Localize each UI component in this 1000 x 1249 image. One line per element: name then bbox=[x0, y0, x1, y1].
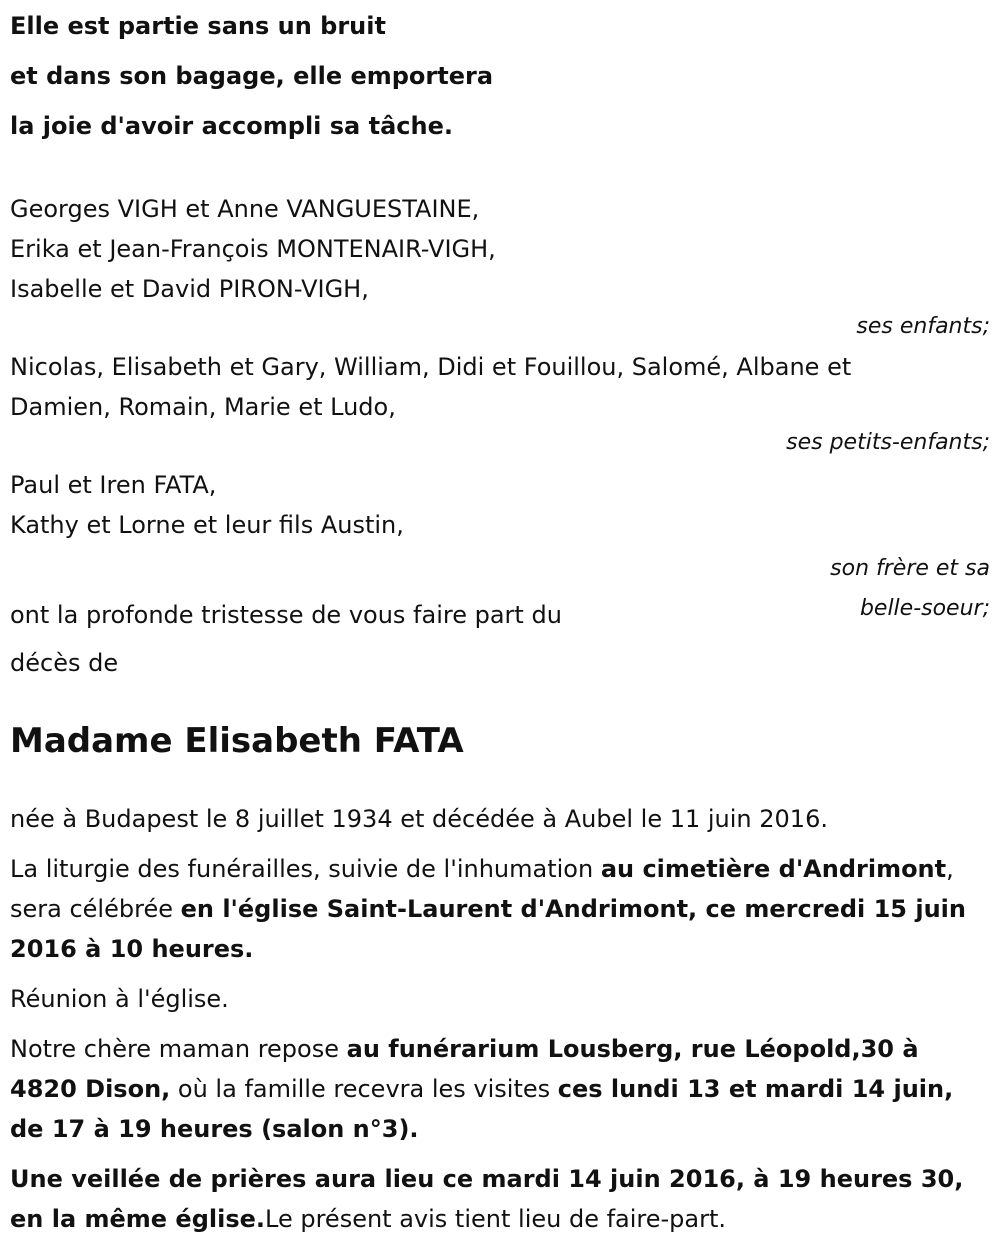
funeral-details bbox=[10, 799, 990, 1239]
rest-text-2: où la famille recevra les visites bbox=[170, 1075, 558, 1103]
siblings-relation-line-2: belle-soeur; bbox=[859, 596, 990, 621]
deceased-name: Madame Elisabeth FATA bbox=[10, 721, 464, 761]
notice-closing: Le présent avis tient lieu de faire-part. bbox=[265, 1205, 727, 1233]
liturgy-church-date: en l'église Saint-Laurent d'Andrimont, ce mercredi 15 juin 2016 à 10 heures. bbox=[10, 895, 966, 963]
siblings-relation-line-1: son frère et sa bbox=[830, 556, 990, 581]
children-group bbox=[10, 189, 990, 345]
funeral-home-paragraph bbox=[10, 1029, 990, 1149]
rest-text-1: Notre chère maman repose bbox=[10, 1035, 347, 1063]
funeral-home-address: au funérarium Lousberg, rue Léopold,30 à 4820 Dison, bbox=[10, 1035, 919, 1103]
child-name-line-1: Georges VIGH et Anne VANGUESTAINE, bbox=[10, 195, 480, 223]
poem bbox=[10, 1, 990, 151]
child-name-line-2: Erika et Jean-François MONTENAIR-VIGH, bbox=[10, 235, 496, 263]
grandchild-name-line-2: Damien, Romain, Marie et Ludo, bbox=[10, 393, 396, 421]
poem-line-2: et dans son bagage, elle emportera bbox=[10, 62, 494, 90]
announcement-line-2: décès de bbox=[10, 649, 119, 677]
child-name-line-3: Isabelle et David PIRON-VIGH, bbox=[10, 275, 369, 303]
grandchildren-relation: ses petits-enfants; bbox=[786, 430, 990, 455]
liturgy-paragraph bbox=[10, 849, 990, 969]
visiting-hours: ces lundi 13 et mardi 14 juin, de 17 à 19 heures (salon n°3). bbox=[10, 1075, 954, 1143]
vigil-announcement: Une veillée de prières aura lieu ce mardi 14 juin 2016, à 19 heures 30, en la même église. bbox=[10, 1165, 964, 1233]
announcement-line-1: ont la profonde tristesse de vous faire part du bbox=[10, 601, 562, 629]
obituary-notice bbox=[10, 0, 990, 1249]
announcement bbox=[10, 591, 990, 687]
vigil-paragraph bbox=[10, 1159, 990, 1239]
liturgy-text-2: , sera célébrée bbox=[10, 855, 954, 923]
reunion-text: Réunion à l'église. bbox=[10, 985, 229, 1013]
sibling-name-line-2: Kathy et Lorne et leur fils Austin, bbox=[10, 511, 404, 539]
children-relation: ses enfants; bbox=[856, 314, 990, 339]
grandchildren-group bbox=[10, 347, 990, 459]
poem-line-1: Elle est partie sans un bruit bbox=[10, 12, 386, 40]
poem-line-3: la joie d'avoir accompli sa tâche. bbox=[10, 112, 453, 140]
liturgy-cemetery: au cimetière d'Andrimont bbox=[600, 855, 947, 883]
birth-death-text: née à Budapest le 8 juillet 1934 et décédée à Aubel le 11 juin 2016. bbox=[10, 805, 828, 833]
liturgy-text-1: La liturgie des funérailles, suivie de l'inhumation bbox=[10, 855, 601, 883]
sibling-name-line-1: Paul et Iren FATA, bbox=[10, 471, 217, 499]
grandchild-name-line-1: Nicolas, Elisabeth et Gary, William, Didi et Fouillou, Salomé, Albane et bbox=[10, 353, 852, 381]
